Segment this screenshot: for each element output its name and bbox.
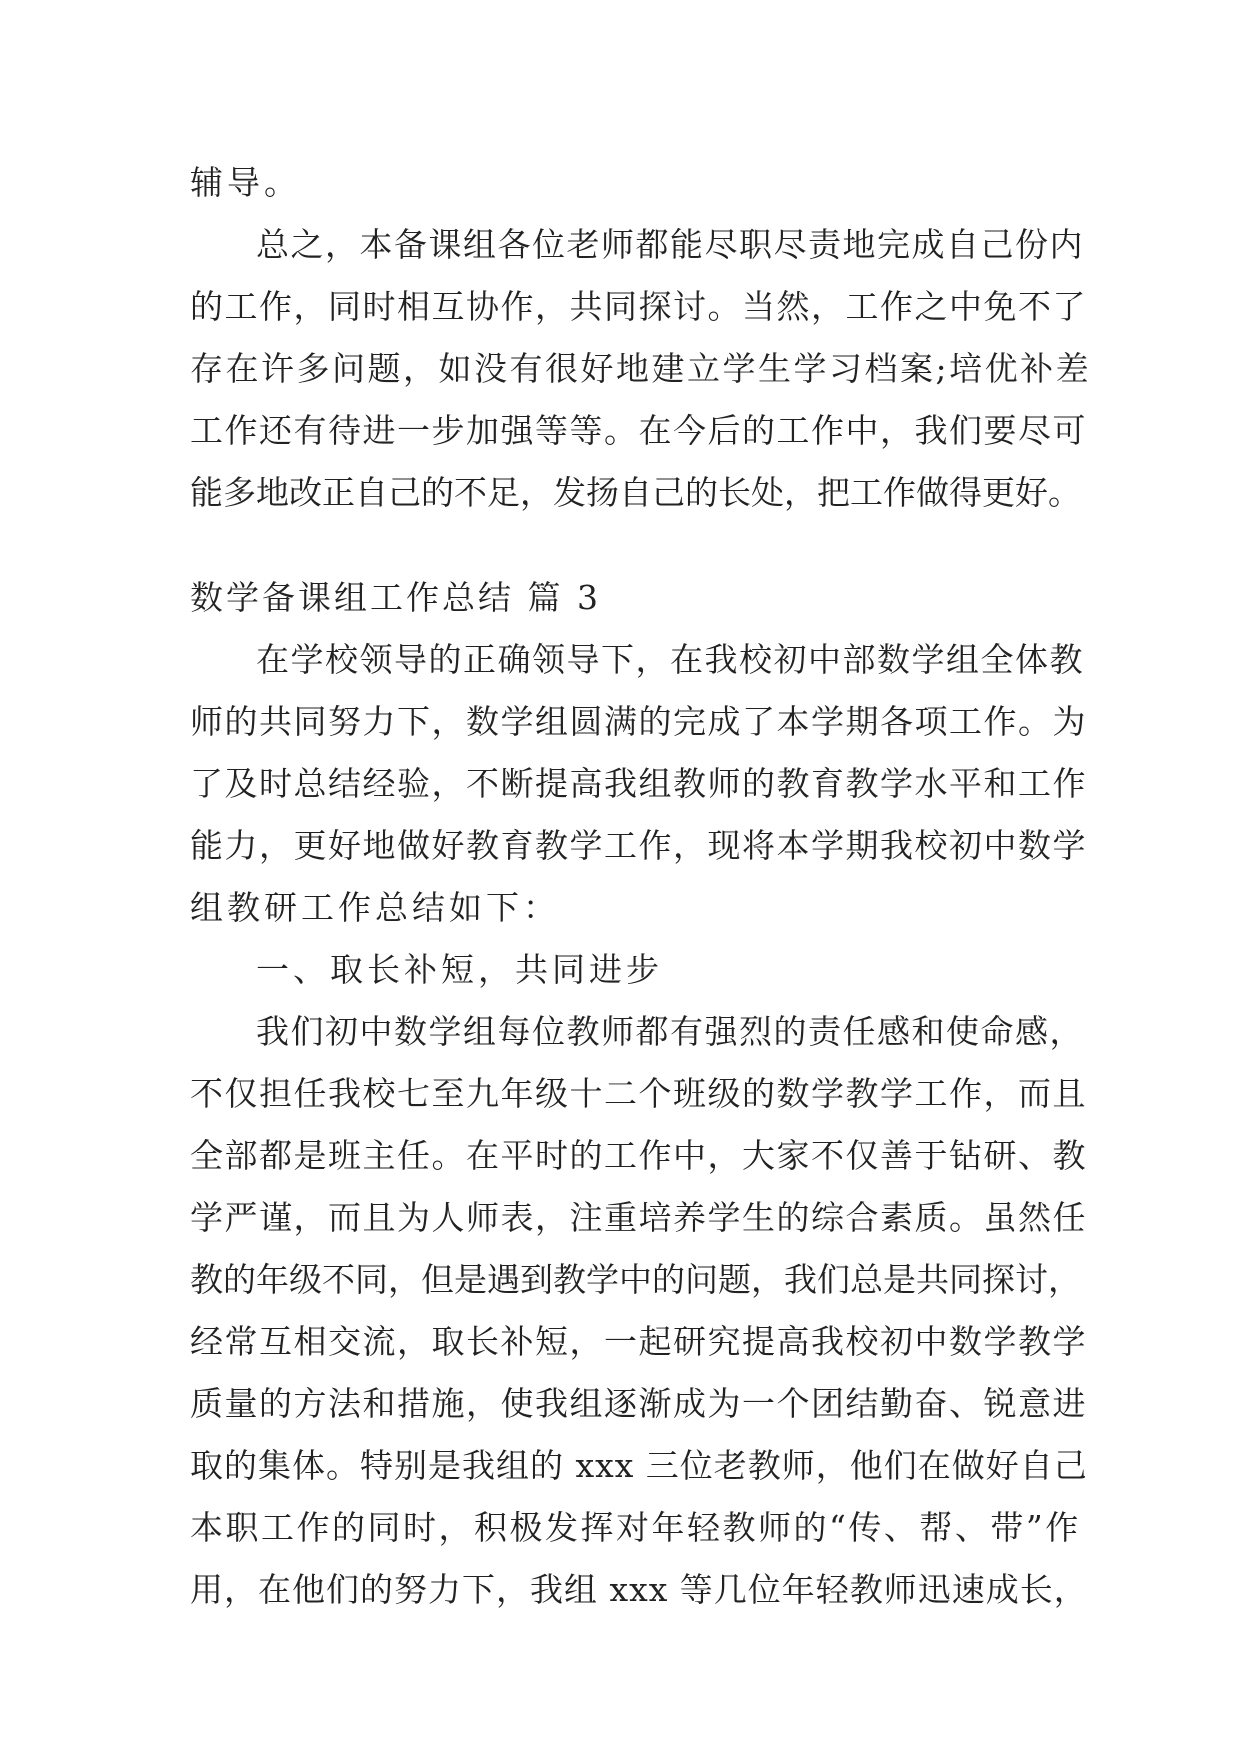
section-title: 数学备课组工作总结 篇 3 xyxy=(190,578,601,617)
body-line-7: 质量的方法和措施，使我组逐渐成为一个团结勤奋、锐意进 xyxy=(190,1384,1087,1423)
intro-line-2: 师的共同努力下，数学组圆满的完成了本学期各项工作。为 xyxy=(190,702,1087,741)
summary-line-3: 存在许多问题，如没有很好地建立学生学习档案;培优补差 xyxy=(190,349,1092,388)
body-line-8: 取的集体。特别是我组的 xxx 三位老教师，他们在做好自己 xyxy=(190,1446,1088,1485)
subheading: 一、取长补短，共同进步 xyxy=(256,950,663,989)
summary-line-2: 的工作，同时相互协作，共同探讨。当然，工作之中免不了 xyxy=(190,287,1087,326)
carryover-line: 辅导。 xyxy=(190,163,301,202)
body-line-9: 本职工作的同时，积极发挥对年轻教师的“传、帮、带”作 xyxy=(190,1508,1081,1547)
body-line-10: 用，在他们的努力下，我组 xxx 等几位年轻教师迅速成长， xyxy=(190,1570,1088,1609)
intro-line-1: 在学校领导的正确领导下，在我校初中部数学组全体教 xyxy=(256,640,1084,679)
summary-line-5: 能多地改正自己的不足，发扬自己的长处，把工作做得更好。 xyxy=(190,473,1081,512)
summary-line-4: 工作还有待进一步加强等等。在今后的工作中，我们要尽可 xyxy=(190,411,1087,450)
body-line-4: 学严谨，而且为人师表，注重培养学生的综合素质。虽然任 xyxy=(190,1198,1087,1237)
intro-line-5: 组教研工作总结如下： xyxy=(190,888,560,927)
body-line-3: 全部都是班主任。在平时的工作中，大家不仅善于钻研、教 xyxy=(190,1136,1087,1175)
body-line-5: 教的年级不同，但是遇到教学中的问题，我们总是共同探讨， xyxy=(190,1260,1081,1299)
intro-line-4: 能力，更好地做好教育教学工作，现将本学期我校初中数学 xyxy=(190,826,1087,865)
summary-line-1: 总之，本备课组各位老师都能尽职尽责地完成自己份内 xyxy=(256,225,1084,264)
body-line-2: 不仅担任我校七至九年级十二个班级的数学教学工作，而且 xyxy=(190,1074,1087,1113)
body-line-1: 我们初中数学组每位教师都有强烈的责任感和使命感， xyxy=(256,1012,1084,1051)
body-line-6: 经常互相交流，取长补短，一起研究提高我校初中数学教学 xyxy=(190,1322,1087,1361)
intro-line-3: 了及时总结经验，不断提高我组教师的教育教学水平和工作 xyxy=(190,764,1087,803)
